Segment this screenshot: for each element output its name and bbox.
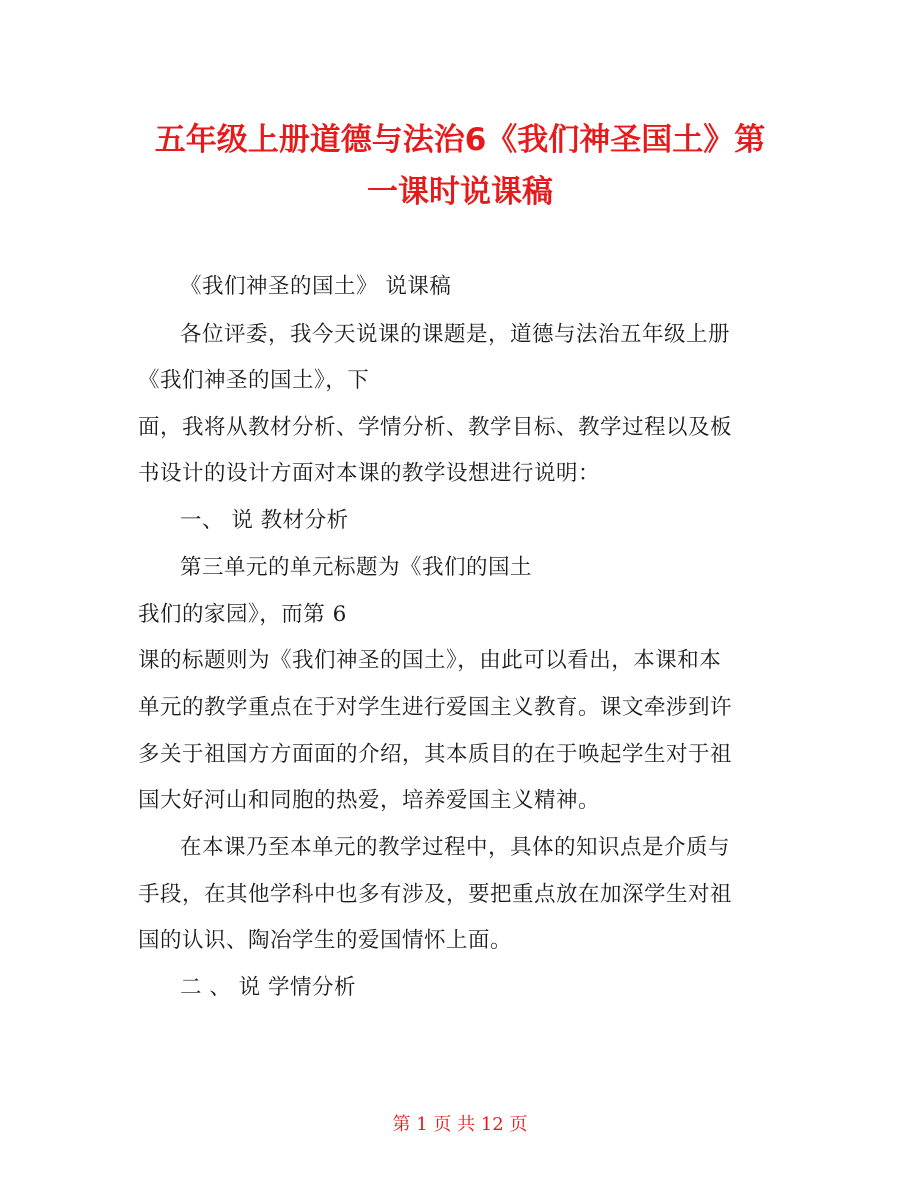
body-line: 多关于祖国方方面面的介绍，其本质目的在于唤起学生对于祖 — [138, 742, 733, 767]
body-line: 我们的家园》，而第 6 — [138, 602, 347, 627]
body-line: 《我们神圣的国土》 说课稿 — [180, 274, 452, 299]
body-line: 国的认识、陶冶学生的爱国情怀上面。 — [138, 928, 513, 953]
body-line: 书设计的设计方面对本课的教学设想进行说明： — [138, 461, 601, 486]
body-line: 手段，在其他学科中也多有涉及，要把重点放在加深学生对祖 — [138, 882, 733, 907]
body-line: 面，我将从教材分析、学情分析、教学目标、教学过程以及板 — [138, 415, 733, 440]
body-line: 课的标题则为《我们神圣的国土》，由此可以看出，本课和本 — [138, 648, 722, 673]
page-number-footer: 第 1 页 共 12 页 — [392, 1114, 528, 1135]
body-line: 各位评委，我今天说课的课题是，道德与法治五年级上册 — [180, 322, 731, 347]
body-line: 单元的教学重点在于对学生进行爱国主义教育。课文牵涉到许 — [138, 695, 733, 720]
body-line: 第三单元的单元标题为《我们的国土 — [180, 555, 533, 580]
body-line: 《我们神圣的国土》，下 — [138, 368, 370, 393]
section-heading-1: 一、 说 教材分析 — [180, 508, 349, 533]
body-line: 在本课乃至本单元的教学过程中，具体的知识点是介质与 — [180, 835, 731, 860]
body-line: 国大好河山和同胞的热爱，培养爱国主义精神。 — [138, 788, 601, 813]
section-heading-2: 二 、 说 学情分析 — [180, 975, 357, 1000]
document-title-line-2: 一课时说课稿 — [367, 174, 553, 210]
document-title-line-1: 五年级上册道德与法治6《我们神圣国土》第 — [154, 122, 766, 158]
